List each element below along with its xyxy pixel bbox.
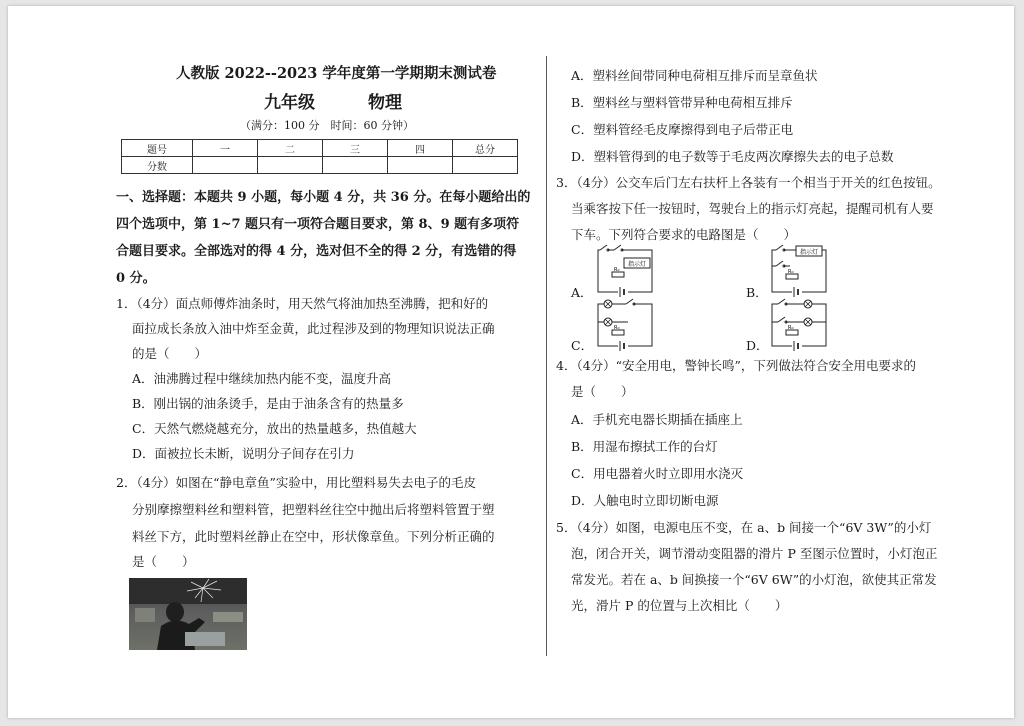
- section-instruction-line: 一、选择题：本题共 9 小题，每小题 4 分，共 36 分。在每小题给出的: [116, 190, 531, 205]
- question-text-line: 的是（ ）: [132, 346, 208, 361]
- grade-label: 九年级: [264, 93, 315, 113]
- question-text-line: 3．（4分）公交车后门左右扶杆上各装有一个相当于开关的红色按钮。: [556, 175, 941, 190]
- score-cell: [193, 157, 258, 174]
- answer-option: A．塑料丝间带同种电荷相互排斥而呈章鱼状: [571, 68, 818, 83]
- score-table: [121, 139, 518, 174]
- circuit-diagram-b: [768, 242, 830, 298]
- score-table-header: 总分: [453, 140, 518, 157]
- resistor-label: R₀: [614, 267, 620, 273]
- resistor-label: R₀: [788, 269, 794, 275]
- section-instruction-line: 0 分。: [116, 271, 156, 286]
- subject-label: 物理: [368, 93, 402, 113]
- exam-title: 人教版 2022--2023 学年度第一学期期末测试卷: [176, 65, 497, 82]
- question-text-line: 常发光。若在 a、b 间换接一个“6V 6W”的小灯泡，欲使其正常发: [571, 572, 937, 587]
- score-table-header: 四: [388, 140, 453, 157]
- question-text-line: 下车。下列符合要求的电路图是（ ）: [571, 227, 797, 242]
- score-table-header: 题号: [122, 140, 193, 157]
- score-table-header: 三: [323, 140, 388, 157]
- circuit-diagram-a: [594, 242, 656, 298]
- question-text-line: 料丝下方，此时塑料丝静止在空中，形状像章鱼。下列分析正确的: [132, 529, 495, 544]
- question-text-line: 当乘客按下任一按钮时，驾驶台上的指示灯亮起，提醒司机有人要: [571, 201, 934, 216]
- question-text-line: 面拉成长条放入油中炸至金黄，此过程涉及到的物理知识说法正确: [132, 321, 495, 336]
- score-cell: [453, 157, 518, 174]
- column-divider: [546, 56, 547, 656]
- answer-option: B．用湿布擦拭工作的台灯: [571, 439, 718, 454]
- answer-option: D．面被拉长未断，说明分子间存在引力: [132, 446, 355, 461]
- option-label-c: C．: [571, 338, 594, 353]
- answer-option: D．人触电时立即切断电源: [571, 493, 719, 508]
- section-instruction-line: 四个选项中，第 1~7 题只有一项符合题目要求，第 8、9 题有多项符: [116, 217, 520, 232]
- section-instruction-line: 合题目要求。全部选对的得 4 分，选对但不全的得 2 分，有选错的得: [116, 244, 517, 259]
- answer-option: C．天然气燃烧越充分，放出的热量越多，热值越大: [132, 421, 417, 436]
- exam-meta: （满分：100 分 时间：60 分钟）: [240, 119, 414, 132]
- score-table-score-row: [122, 157, 518, 174]
- answer-option: A．油沸腾过程中继续加热内能不变，温度升高: [132, 371, 392, 386]
- answer-option: D．塑料管得到的电子数等于毛皮两次摩擦失去的电子总数: [571, 149, 894, 164]
- answer-option: A．手机充电器长期插在插座上: [571, 412, 743, 427]
- answer-option: B．塑料丝与塑料管带异种电荷相互排斥: [571, 95, 793, 110]
- score-table-header-row: [122, 140, 518, 157]
- circuit-diagram-c: [594, 296, 656, 352]
- electrostatic-octopus-photo: [129, 578, 247, 650]
- indicator-lamp-label: 指示灯: [627, 261, 647, 268]
- question-text-line: 是（ ）: [571, 384, 634, 399]
- score-cell: [388, 157, 453, 174]
- score-row-label: 分数: [122, 157, 193, 174]
- photo-illustration: [129, 578, 247, 650]
- indicator-lamp-label: 指示灯: [799, 249, 819, 256]
- question-text-line: 泡，闭合开关，调节滑动变阻器的滑片 P 至图示位置时，小灯泡正: [571, 546, 938, 561]
- circuit-diagram-d: [768, 296, 830, 352]
- answer-option: B．刚出锅的油条烫手，是由于油条含有的热量多: [132, 396, 404, 411]
- question-text-line: 5．（4分）如图，电源电压不变，在 a、b 间接一个“6V 3W”的小灯: [556, 520, 932, 535]
- score-table-header: 一: [193, 140, 258, 157]
- score-cell: [258, 157, 323, 174]
- resistor-label: R₀: [614, 325, 620, 331]
- question-text-line: 4．（4分）“安全用电，警钟长鸣”，下列做法符合安全用电要求的: [556, 358, 916, 373]
- answer-option: C．用电器着火时立即用水浇灭: [571, 466, 744, 481]
- option-label-b: B．: [746, 285, 768, 300]
- question-text-line: 分别摩擦塑料丝和塑料管，把塑料丝往空中抛出后将塑料管置于塑: [132, 502, 495, 517]
- question-text-line: 2．（4分）如图在“静电章鱼”实验中，用比塑料易失去电子的毛皮: [116, 475, 476, 490]
- answer-option: C．塑料管经毛皮摩擦得到电子后带正电: [571, 122, 794, 137]
- question-text-line: 是（ ）: [132, 554, 195, 569]
- option-label-d: D．: [746, 338, 769, 353]
- exam-page: [8, 6, 1014, 718]
- question-text-line: 光，滑片 P 的位置与上次相比（ ）: [571, 598, 788, 613]
- resistor-label: R₀: [788, 325, 794, 331]
- option-label-a: A．: [571, 285, 593, 300]
- question-text-line: 1．（4分）面点师傅炸油条时，用天然气将油加热至沸腾，把和好的: [116, 296, 489, 311]
- score-table-header: 二: [258, 140, 323, 157]
- score-cell: [323, 157, 388, 174]
